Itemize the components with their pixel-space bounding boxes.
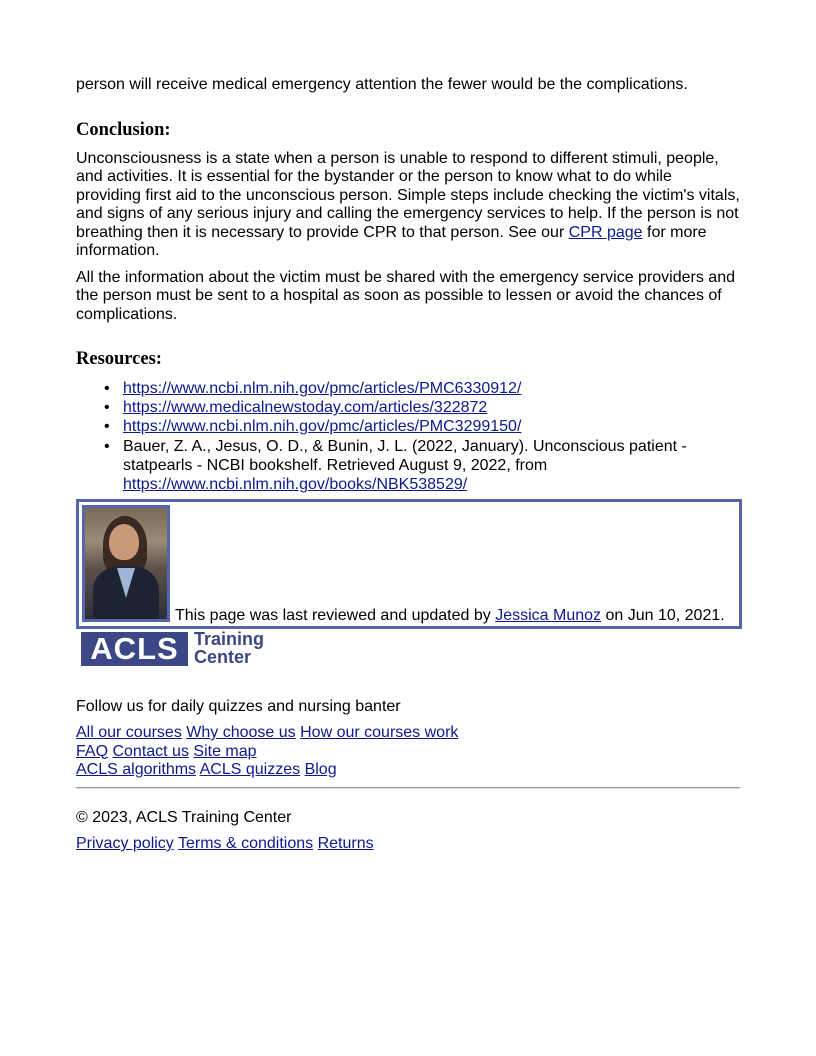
article-content [76, 76, 740, 494]
logo-words [194, 630, 264, 666]
intro-text: person will receive medical emergency attention the fewer would be the complications. [76, 76, 688, 93]
resources-heading: Resources: [76, 349, 162, 369]
list-item [123, 379, 740, 398]
why-choose-us-link[interactable]: Why choose us [186, 724, 296, 741]
list-item [123, 417, 740, 436]
conclusion-paragraph-2: All the information about the victim must be shared with the emergency service providers and the person must be sent to a hospital as soon as possible to lessen or avoid the chances of complications. [76, 268, 735, 323]
author-link[interactable]: Jessica Munoz [495, 607, 602, 624]
resources-list [76, 379, 740, 494]
logo-line-1: Training [194, 629, 265, 649]
site-map-link[interactable]: Site map [193, 742, 257, 760]
resource-link[interactable]: https://www.ncbi.nlm.nih.gov/pmc/articles/PMC3299150/ [123, 418, 522, 436]
follow-text: Follow us for daily quizzes and nursing banter [76, 698, 401, 715]
footer-divider [76, 787, 740, 789]
citation-link[interactable]: https://www.ncbi.nlm.nih.gov/books/NBK538529/ [123, 476, 468, 494]
author-text-before: This page was last reviewed and updated by [175, 607, 496, 624]
copyright-text: © 2023, ACLS Training Center [76, 809, 292, 826]
terms-conditions-link[interactable]: Terms & conditions [177, 835, 314, 852]
author-box [76, 499, 742, 629]
conclusion-paragraph-1 [76, 150, 740, 261]
acls-logo[interactable] [81, 630, 271, 668]
conclusion-heading: Conclusion: [76, 119, 171, 140]
footer-links [76, 724, 458, 780]
cpr-page-link[interactable]: CPR page [568, 223, 643, 241]
list-item [123, 437, 740, 495]
all-courses-link[interactable]: All our courses [76, 724, 182, 741]
citation-text: Bauer, Z. A., Jesus, O. D., & Bunin, J. L. (2022, January). Unconscious patient - statpearls - NCBI bookshelf. Retrieved August 9, 2022, from [123, 437, 687, 474]
conclusion-text-after: for more information. [76, 223, 707, 259]
logo-line-2: Center [194, 647, 252, 667]
contact-us-link[interactable]: Contact us [112, 742, 189, 760]
footer-link-row [76, 724, 458, 743]
logo-badge: ACLS [81, 632, 188, 666]
acls-algorithms-link[interactable]: ACLS algorithms [76, 761, 197, 778]
how-courses-work-link[interactable]: How our courses work [300, 724, 459, 741]
privacy-policy-link[interactable]: Privacy policy [76, 835, 174, 852]
acls-quizzes-link[interactable]: ACLS quizzes [199, 761, 301, 778]
footer-link-row [76, 743, 458, 762]
blog-link[interactable]: Blog [304, 761, 337, 778]
footer-link-row [76, 761, 458, 780]
resource-link[interactable]: https://www.medicalnewstoday.com/articles/322872 [123, 399, 488, 417]
list-item [123, 398, 740, 417]
resource-link[interactable]: https://www.ncbi.nlm.nih.gov/pmc/articles/PMC6330912/ [123, 380, 522, 397]
author-text-after: on Jun 10, 2021. [601, 607, 725, 624]
author-photo [82, 505, 170, 622]
faq-link[interactable]: FAQ [76, 742, 109, 760]
conclusion-text-before: Unconsciousness is a state when a person is unable to respond to different stimuli, people, and activities. It is essential for the bystander or the person to know what to do while providing first aid to the unconscious person. Simple steps include checking the victim's vitals, and signs of any serious injury and calling the emergency services to help. If the person is not breathing then it is necessary to provide CPR to that person. See our [76, 149, 740, 241]
author-review-text [175, 607, 725, 625]
legal-links [76, 835, 374, 853]
returns-link[interactable]: Returns [317, 835, 374, 852]
